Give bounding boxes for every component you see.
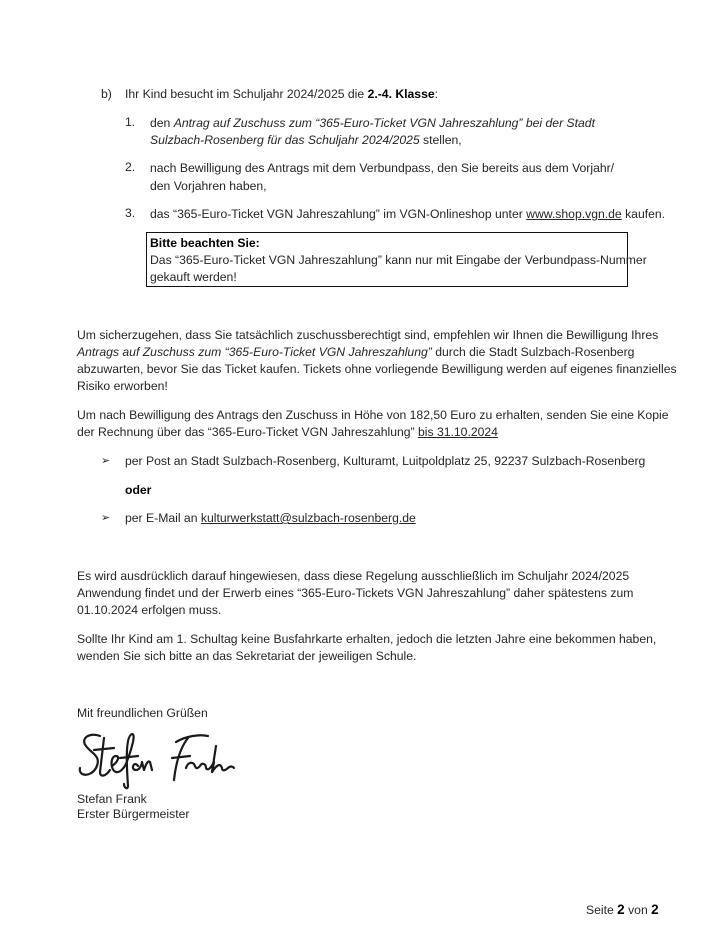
class-range: 2.-4. Klasse (367, 87, 435, 101)
section-marker: b) (101, 87, 112, 101)
para1-line-3: abzuwarten, bevor Sie das Ticket kaufen. Tickets ohne vorliegende Bewilligung werden auf eigenes finanzielles (77, 362, 677, 376)
option-email: per E-Mail an kulturwerkstatt@sulzbach-rosenberg.de (125, 511, 416, 525)
list-item-1-line-2: Sulzbach-Rosenberg für das Schuljahr 2024/2025 stellen, (150, 133, 462, 147)
notice-title: Bitte beachten Sie: (150, 236, 260, 250)
option-post: per Post an Stadt Sulzbach-Rosenberg, Kulturamt, Luitpoldplatz 25, 92237 Sulzbach-Rosenberg (125, 454, 646, 468)
para3-line-2: Anwendung findet und der Erwerb eines “365-Euro-Tickets VGN Jahreszahlung” daher spätestens zum (77, 586, 634, 600)
para1-line-1: Um sicherzugehen, dass Sie tatsächlich zuschussberechtigt sind, empfehlen wir Ihnen die Bewilligung Ihres (77, 328, 659, 342)
greeting: Mit freundlichen Grüßen (77, 706, 208, 720)
list-item-2-line-1: nach Bewilligung des Antrags mit dem Verbundpass, den Sie bereits aus dem Vorjahr/ (150, 161, 615, 175)
signer-name: Stefan Frank (77, 792, 147, 806)
para1-line-2: Antrags auf Zuschuss zum “365-Euro-Ticket VGN Jahreszahlung” durch die Stadt Sulzbach-Rosenberg (77, 345, 635, 359)
list-number: 3. (125, 206, 136, 220)
option-or: oder (125, 483, 152, 497)
email-link[interactable]: kulturwerkstatt@sulzbach-rosenberg.de (200, 511, 416, 525)
list-number: 1. (125, 115, 136, 129)
arrow-bullet-icon: ➢ (101, 512, 111, 524)
list-item-3-line-1: das “365-Euro-Ticket VGN Jahreszahlung” im VGN-Onlineshop unter www.shop.vgn.de kaufen. (150, 207, 666, 221)
para3-line-3: 01.10.2024 erfolgen muss. (77, 603, 222, 617)
page-number: Seite 2 von 2 (586, 902, 659, 917)
para4-line-2: wenden Sie sich bitte an das Sekretariat der jeweiligen Schule. (77, 649, 417, 663)
signer-role: Erster Bürgermeister (77, 807, 190, 821)
para4-line-1: Sollte Ihr Kind am 1. Schultag keine Busfahrkarte erhalten, jedoch die letzten Jahre eine bekommen haben, (77, 632, 657, 646)
list-item-1-line-1: den Antrag auf Zuschuss zum “365-Euro-Ticket VGN Jahreszahlung” bei der Stadt (150, 116, 595, 130)
list-item-2-line-2: den Vorjahren haben, (150, 179, 267, 193)
notice-line-1: Das “365-Euro-Ticket VGN Jahreszahlung” kann nur mit Eingabe der Verbundpass-Nummer (150, 253, 647, 267)
vgn-shop-link[interactable]: www.shop.vgn.de (526, 207, 622, 221)
arrow-bullet-icon: ➢ (101, 455, 111, 467)
para1-line-4: Risiko erworben! (77, 379, 168, 393)
para2-line-1: Um nach Bewilligung des Antrags den Zuschuss in Höhe von 182,50 Euro zu erhalten, senden Sie eine Kopie (77, 408, 669, 422)
para3-line-1: Es wird ausdrücklich darauf hingewiesen, dass diese Regelung ausschließlich im Schuljahr 2024/2025 (77, 569, 630, 583)
deadline: bis 31.10.2024 (417, 425, 498, 439)
para2-line-2: der Rechnung über das “365-Euro-Ticket VGN Jahreszahlung” bis 31.10.2024 (77, 425, 498, 439)
notice-line-2: gekauft werden! (150, 270, 237, 284)
section-intro: Ihr Kind besucht im Schuljahr 2024/2025 die 2.-4. Klasse: (125, 87, 439, 101)
signature-image (76, 728, 236, 792)
list-number: 2. (125, 160, 136, 174)
